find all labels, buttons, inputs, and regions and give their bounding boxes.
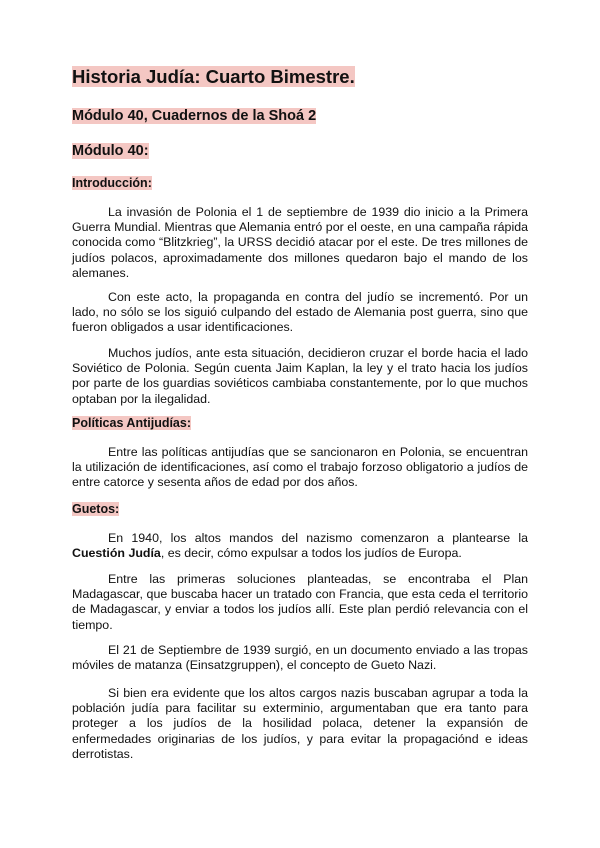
introduccion-highlight: Introducción: [72, 176, 152, 190]
paragraph-intro-1: La invasión de Polonia el 1 de septiembre de 1939 dio inicio a la Primera Guerra Mundial. Mientras que Alemania entró por el oeste, en una campaña rápida conocida como “Blitzkrieg”, la URSS decidió atacar por el este. De tres millones de judíos polacos, aproximadamente dos millones quedaron bajo el mando de los alemanes. [72, 205, 528, 280]
guetos-highlight: Guetos: [72, 502, 120, 516]
cuestion-judia-bold: Cuestión Judía [72, 546, 161, 561]
module-subtitle [72, 108, 316, 124]
paragraph-intro-3: Muchos judíos, ante esta situación, decidieron cruzar el borde hacia el lado Soviético de Polonia. Según cuenta Jaim Kaplan, la ley y el trato hacia los judíos por parte de los guardias soviéticos cambiaba constantemente, por lo que muchos optaban por la ilegalidad. [72, 346, 528, 406]
politicas-highlight: Políticas Antijudías: [72, 416, 192, 430]
paragraph-guetos-1 [72, 531, 528, 561]
paragraph-politicas-1: Entre las políticas antijudías que se sancionaron en Polonia, se encuentran la utilización de identificaciones, así como el trabajo forzoso obligatorio a judíos de entre catorce y sesenta años de edad por dos años. [72, 445, 528, 490]
guetos-1-text-start: En 1940, los altos mandos del nazismo comenzaron a plantearse la [108, 531, 528, 545]
section-heading-introduccion [72, 176, 152, 190]
paragraph-guetos-4: Si bien era evidente que los altos cargos nazis buscaban agrupar a toda la población judía para facilitar su exterminio, argumentaban que era tanto para proteger a los judíos de la hosilidad polaca, detener la expansión de enfermedades originarias de los judíos, y para evitar la propagaciónd e ideas derrotistas. [72, 686, 528, 761]
title-highlight: Historia Judía: Cuarto Bimestre. [72, 66, 355, 87]
module-subtitle-highlight: Módulo 40, Cuadernos de la Shoá 2 [72, 108, 317, 124]
module-heading-highlight: Módulo 40: [72, 143, 149, 159]
section-heading-guetos [72, 502, 119, 516]
section-heading-politicas [72, 416, 191, 430]
guetos-1-text-end: , es decir, cómo expulsar a todos los judíos de Europa. [160, 546, 462, 561]
paragraph-guetos-2: Entre las primeras soluciones planteadas, se encontraba el Plan Madagascar, que buscaba hacer un tratado con Francia, que esta ceda el territorio de Madagascar, y enviar a todos los judíos allí. Este plan perdió relevancia con el tiempo. [72, 572, 528, 632]
paragraph-intro-2: Con este acto, la propaganda en contra del judío se incrementó. Por un lado, no sólo se los siguió culpando del estado de Alemania post guerra, sino que fueron obligados a usar identificaciones. [72, 290, 528, 335]
paragraph-guetos-3: El 21 de Septiembre de 1939 surgió, en un documento enviado a las tropas móviles de matanza (Einsatzgruppen), el concepto de Gueto Nazi. [72, 643, 528, 673]
module-heading [72, 143, 149, 159]
document-title [72, 66, 355, 88]
